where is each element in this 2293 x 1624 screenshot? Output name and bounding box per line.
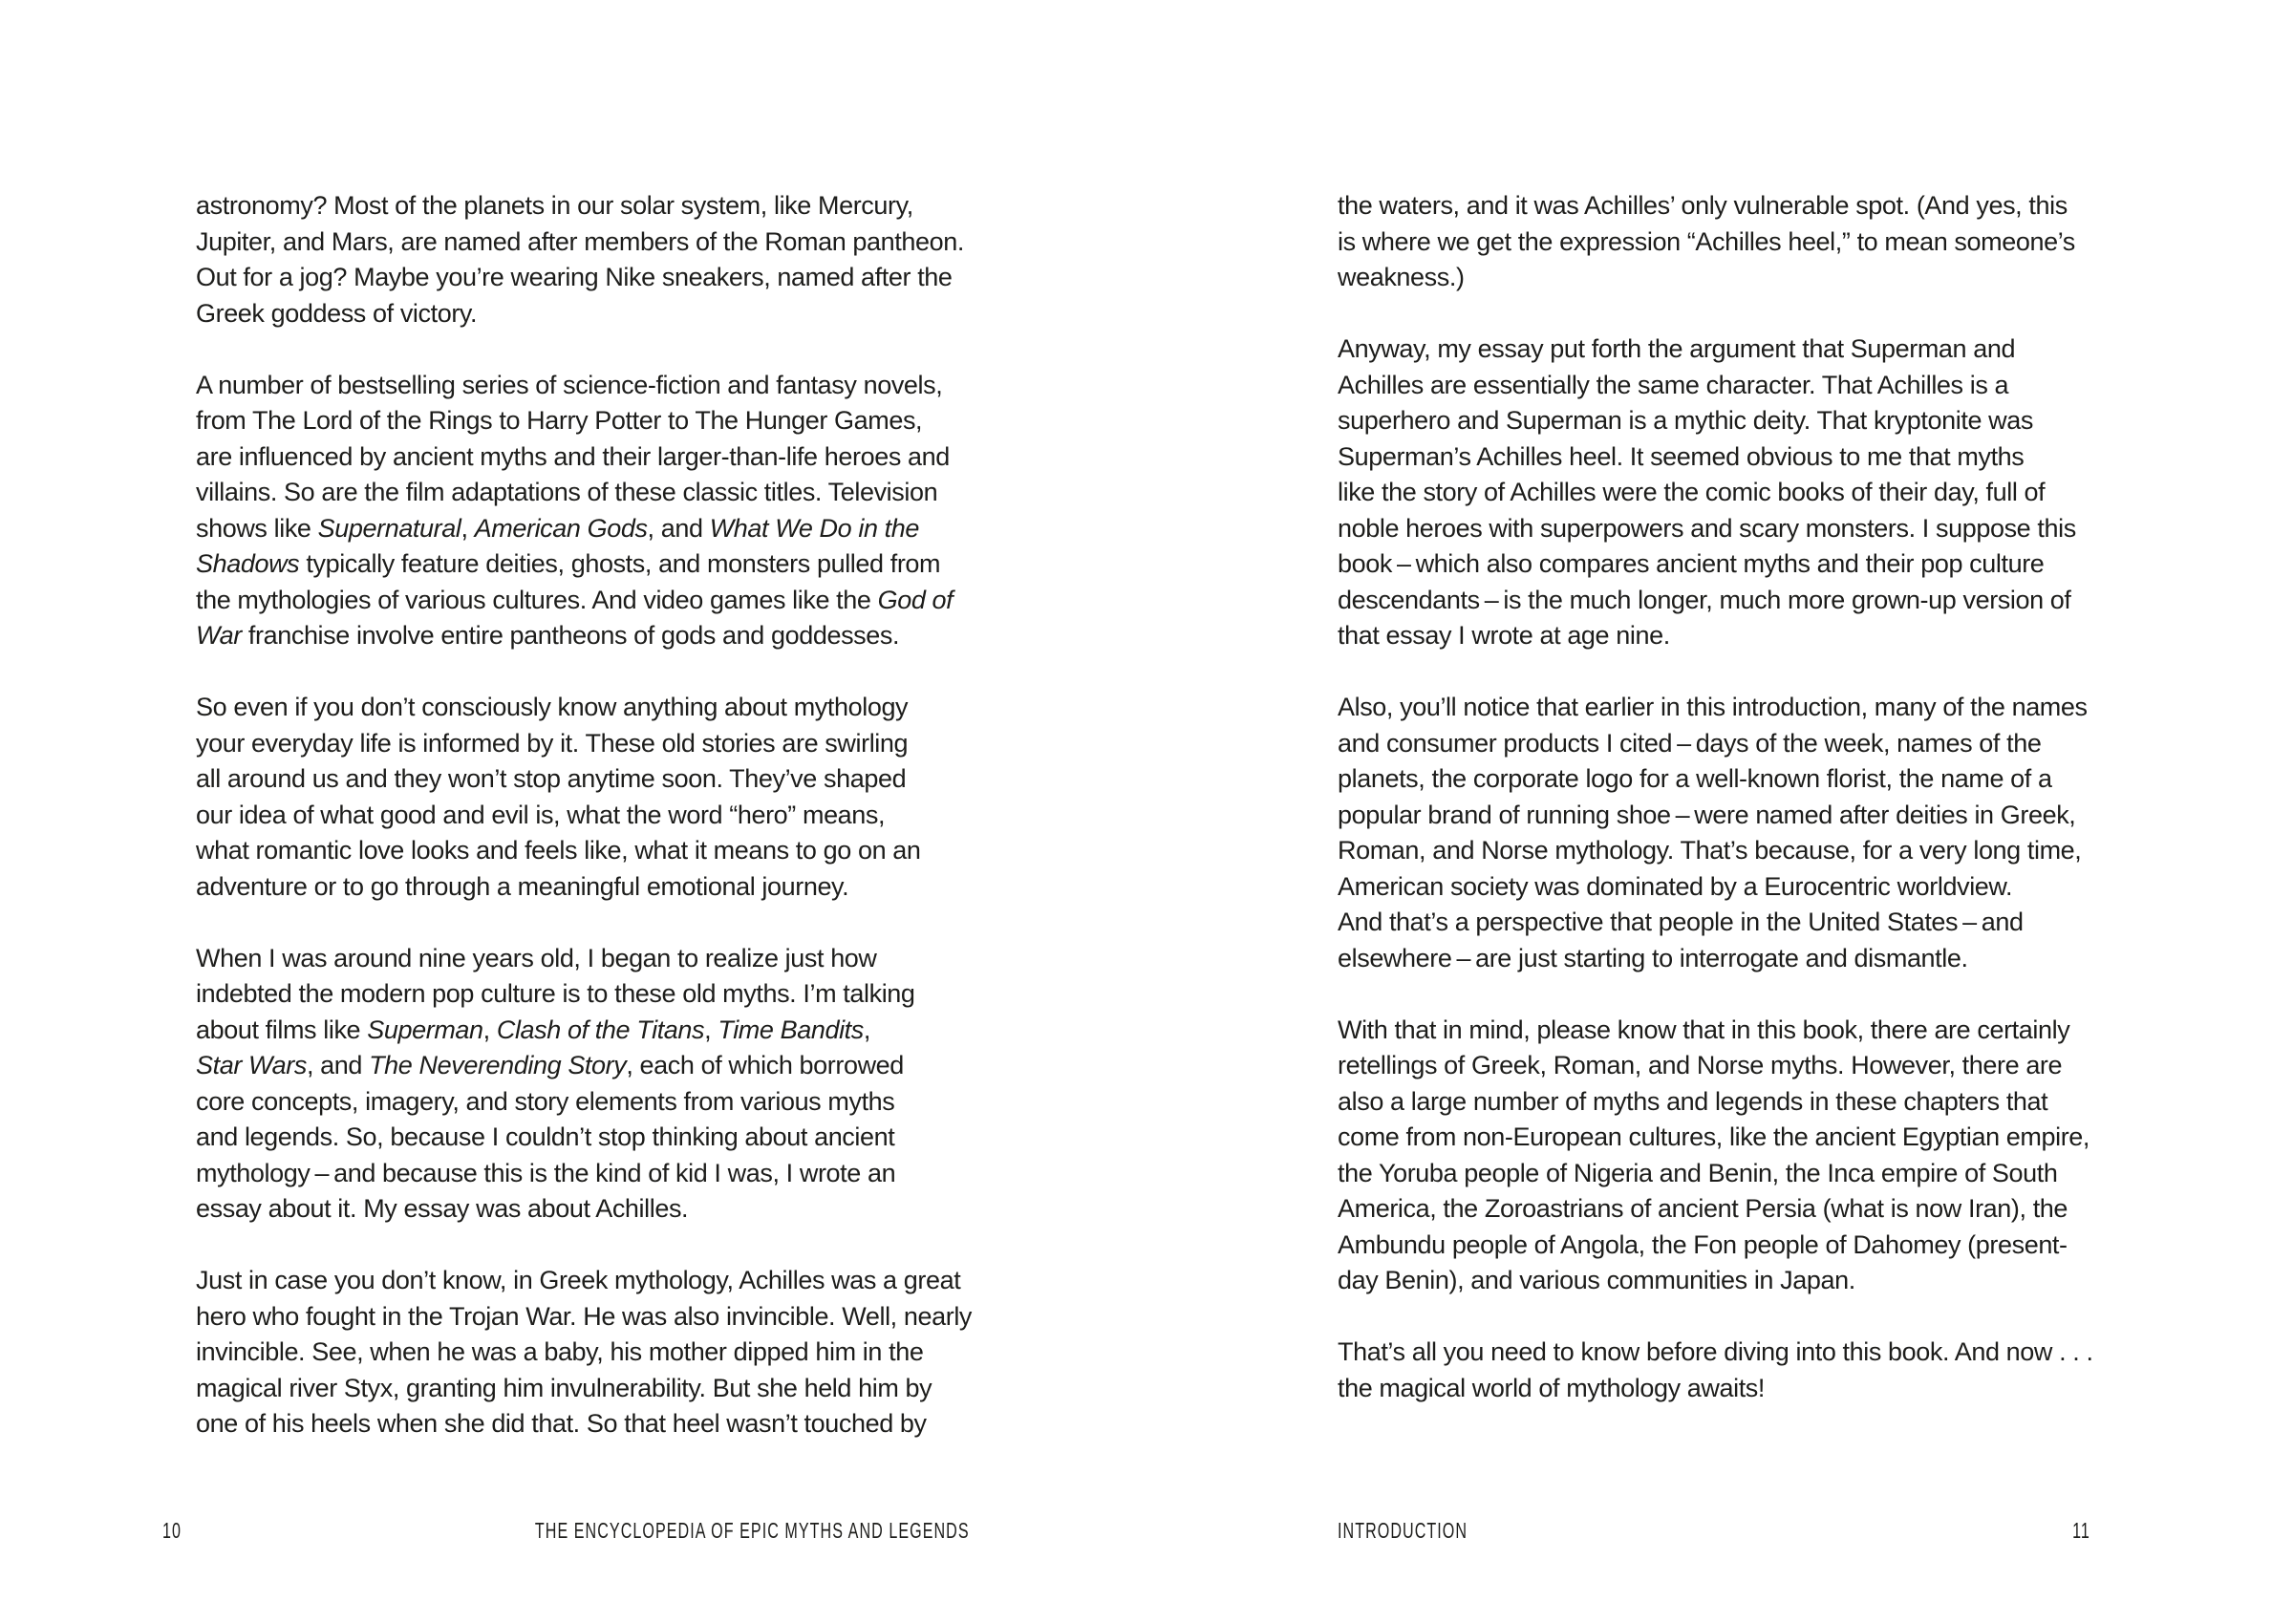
italic-text: God of	[877, 585, 954, 614]
text-line	[196, 1263, 972, 1299]
text-line	[1338, 260, 2093, 296]
text-line	[1338, 546, 2093, 583]
text-line	[196, 1120, 972, 1156]
text-line	[196, 1156, 972, 1192]
italic-text: Time Bandits	[718, 1015, 864, 1044]
body-text: ,	[704, 1015, 718, 1044]
body-text: the Yoruba people of Nigeria and Benin, the Inca empire of South	[1338, 1158, 2058, 1187]
paragraph	[196, 188, 972, 331]
page-right-body	[1338, 188, 2093, 1406]
text-line	[1338, 1120, 2093, 1156]
body-text: your everyday life is informed by it. These old stories are swirling	[196, 728, 909, 758]
body-text: the waters, and it was Achilles’ only vulnerable spot. (And yes, this	[1338, 191, 2068, 220]
body-text: essay about it. My essay was about Achilles.	[196, 1194, 689, 1223]
body-text: That’s all you need to know before diving into this book. And now . . .	[1338, 1337, 2093, 1366]
text-line	[196, 368, 972, 404]
body-text: also a large number of myths and legends in these chapters that	[1338, 1086, 2048, 1116]
text-line	[196, 188, 972, 224]
text-line	[1338, 1228, 2093, 1264]
page-left-body	[196, 188, 972, 1442]
italic-text: War	[196, 621, 242, 650]
text-line	[196, 1191, 972, 1228]
paragraph	[1338, 331, 2093, 654]
body-text: American society was dominated by a Eurocentric worldview.	[1338, 871, 2013, 901]
paragraph	[1338, 1013, 2093, 1299]
text-line	[1338, 1048, 2093, 1084]
text-line	[1338, 618, 2093, 654]
text-line	[1338, 1335, 2093, 1371]
text-line	[1338, 941, 2093, 977]
body-text: ,	[863, 1015, 870, 1044]
body-text: and legends. So, because I couldn’t stop thinking about ancient	[196, 1122, 895, 1151]
body-text: hero who fought in the Trojan War. He was also invincible. Well, nearly	[196, 1301, 973, 1331]
text-line	[1338, 1013, 2093, 1049]
italic-text: The Neverending Story	[369, 1051, 627, 1079]
body-text: And that’s a perspective that people in the United States – and	[1338, 908, 2024, 936]
text-line	[196, 833, 972, 869]
body-text: and consumer products I cited – days of the week, names of the	[1338, 728, 2042, 758]
text-line	[196, 726, 972, 762]
body-text: , each of which borrowed	[626, 1051, 904, 1079]
text-line	[1338, 690, 2093, 726]
text-line	[196, 475, 972, 511]
italic-text: Star Wars	[196, 1051, 307, 1079]
paragraph	[196, 941, 972, 1228]
body-text: like the story of Achilles were the comic books of their day, full of	[1338, 478, 2046, 506]
text-line	[196, 1335, 972, 1371]
body-text: weakness.)	[1338, 263, 1465, 291]
body-text: Just in case you don’t know, in Greek mythology, Achilles was a great	[196, 1266, 961, 1294]
text-line	[196, 296, 972, 332]
text-line	[196, 690, 972, 726]
body-text: When I was around nine years old, I began to realize just how	[196, 943, 877, 972]
paragraph	[196, 368, 972, 654]
body-text: planets, the corporate logo for a well-known florist, the name of a	[1338, 764, 2052, 793]
text-line	[196, 976, 972, 1013]
body-text: Greek goddess of victory.	[196, 298, 478, 328]
body-text: Jupiter, and Mars, are named after members of the Roman pantheon.	[196, 226, 964, 256]
italic-text: Supernatural	[317, 513, 461, 543]
body-text: astronomy? Most of the planets in our solar system, like Mercury,	[196, 191, 913, 220]
paragraph	[1338, 690, 2093, 976]
paragraph	[196, 1263, 972, 1442]
body-text: popular brand of running shoe – were named after deities in Greek,	[1338, 800, 2076, 829]
page-right-footer	[1338, 1518, 2090, 1544]
italic-text: Clash of the Titans	[496, 1015, 705, 1044]
body-text: our idea of what good and evil is, what the word “hero” means,	[196, 800, 886, 829]
body-text: is where we get the expression “Achilles heel,” to mean someone’s	[1338, 226, 2075, 256]
running-title-right: INTRODUCTION	[1338, 1518, 1468, 1543]
text-line	[196, 1084, 972, 1121]
body-text: Achilles are essentially the same character. That Achilles is a	[1338, 370, 2009, 399]
text-line	[1338, 1156, 2093, 1192]
italic-text: Shadows	[196, 549, 300, 578]
italic-text: Superman	[367, 1015, 483, 1044]
text-line	[1338, 583, 2093, 619]
body-text: Out for a jog? Maybe you’re wearing Nike sneakers, named after the	[196, 263, 953, 291]
text-line	[1338, 331, 2093, 368]
text-line	[1338, 833, 2093, 869]
text-line	[196, 546, 972, 583]
text-line	[196, 1371, 972, 1407]
italic-text: American Gods	[474, 513, 648, 543]
paragraph	[196, 690, 972, 905]
body-text: With that in mind, please know that in this book, there are certainly	[1338, 1015, 2070, 1044]
text-line	[196, 511, 972, 547]
body-text: villains. So are the film adaptations of these classic titles. Television	[196, 478, 938, 506]
body-text: So even if you don’t consciously know anything about mythology	[196, 693, 909, 721]
page-number-right: 11	[2072, 1518, 2090, 1543]
text-line	[196, 798, 972, 834]
text-line	[1338, 188, 2093, 224]
body-text: descendants – is the much longer, much more grown-up version of	[1338, 585, 2071, 614]
body-text: book – which also compares ancient myths and their pop culture	[1338, 549, 2045, 578]
text-line	[196, 941, 972, 977]
body-text: Superman’s Achilles heel. It seemed obvious to me that myths	[1338, 441, 2025, 471]
text-line	[196, 1013, 972, 1049]
text-line	[1338, 798, 2093, 834]
body-text: invincible. See, when he was a baby, his mother dipped him in the	[196, 1337, 924, 1366]
text-line	[1338, 224, 2093, 261]
running-title-left: THE ENCYCLOPEDIA OF EPIC MYTHS AND LEGENDS	[535, 1518, 970, 1543]
body-text: core concepts, imagery, and story elements from various myths	[196, 1086, 895, 1116]
text-line	[196, 583, 972, 619]
body-text: what romantic love looks and feels like, what it means to go on an	[196, 836, 921, 865]
text-line	[1338, 475, 2093, 511]
body-text: America, the Zoroastrians of ancient Persia (what is now Iran), the	[1338, 1194, 2068, 1223]
text-line	[1338, 869, 2093, 906]
body-text: typically feature deities, ghosts, and monsters pulled from	[299, 549, 941, 578]
text-line	[196, 224, 972, 261]
text-line	[1338, 403, 2093, 439]
text-line	[1338, 368, 2093, 404]
italic-text: What We Do in the	[709, 513, 920, 543]
body-text: superhero and Superman is a mythic deity. That kryptonite was	[1338, 406, 2033, 435]
body-text: A number of bestselling series of science-fiction and fantasy novels,	[196, 370, 943, 399]
body-text: are influenced by ancient myths and their larger-than-life heroes and	[196, 441, 950, 471]
body-text: that essay I wrote at age nine.	[1338, 621, 1670, 650]
text-line	[1338, 726, 2093, 762]
page-number-left: 10	[162, 1518, 182, 1543]
body-text: , and	[647, 513, 710, 543]
body-text: shows like	[196, 513, 318, 543]
body-text: Ambundu people of Angola, the Fon people of Dahomey (present-	[1338, 1229, 2068, 1259]
text-line	[1338, 1371, 2093, 1407]
paragraph	[1338, 188, 2093, 296]
text-line	[196, 1406, 972, 1442]
text-line	[1338, 905, 2093, 941]
body-text: about films like	[196, 1015, 368, 1044]
paragraph	[1338, 1335, 2093, 1406]
body-text: noble heroes with superpowers and scary monsters. I suppose this	[1338, 513, 2076, 543]
body-text: elsewhere – are just starting to interrogate and dismantle.	[1338, 943, 1968, 972]
page-left-footer	[162, 1518, 970, 1544]
body-text: , and	[306, 1051, 370, 1079]
body-text: franchise involve entire pantheons of gods and goddesses.	[241, 621, 900, 650]
body-text: the magical world of mythology awaits!	[1338, 1373, 1766, 1402]
text-line	[1338, 511, 2093, 547]
body-text: come from non-European cultures, like the ancient Egyptian empire,	[1338, 1122, 2090, 1151]
text-line	[196, 618, 972, 654]
text-line	[196, 1299, 972, 1336]
body-text: ,	[461, 513, 475, 543]
text-line	[196, 439, 972, 476]
body-text: the mythologies of various cultures. And video games like the	[196, 585, 878, 614]
body-text: Also, you’ll notice that earlier in this introduction, many of the names	[1338, 693, 2088, 721]
text-line	[1338, 761, 2093, 798]
body-text: one of his heels when she did that. So that heel wasn’t touched by	[196, 1409, 927, 1438]
body-text: mythology – and because this is the kind of kid I was, I wrote an	[196, 1158, 896, 1187]
text-line	[196, 403, 972, 439]
body-text: Anyway, my essay put forth the argument that Superman and	[1338, 334, 2016, 363]
body-text: from The Lord of the Rings to Harry Potter to The Hunger Games,	[196, 406, 923, 435]
body-text: magical river Styx, granting him invulnerability. But she held him by	[196, 1373, 932, 1402]
body-text: day Benin), and various communities in Japan.	[1338, 1266, 1855, 1294]
body-text: indebted the modern pop culture is to these old myths. I’m talking	[196, 979, 915, 1008]
text-line	[196, 761, 972, 798]
text-line	[196, 1048, 972, 1084]
text-line	[1338, 1191, 2093, 1228]
text-line	[1338, 439, 2093, 476]
body-text: retellings of Greek, Roman, and Norse myths. However, there are	[1338, 1051, 2063, 1079]
body-text: all around us and they won’t stop anytime soon. They’ve shaped	[196, 764, 907, 793]
body-text: Roman, and Norse mythology. That’s because, for a very long time,	[1338, 836, 2082, 865]
text-line	[196, 869, 972, 906]
text-line	[196, 260, 972, 296]
text-line	[1338, 1084, 2093, 1121]
body-text: ,	[482, 1015, 497, 1044]
text-line	[1338, 1263, 2093, 1299]
body-text: adventure or to go through a meaningful emotional journey.	[196, 871, 849, 901]
